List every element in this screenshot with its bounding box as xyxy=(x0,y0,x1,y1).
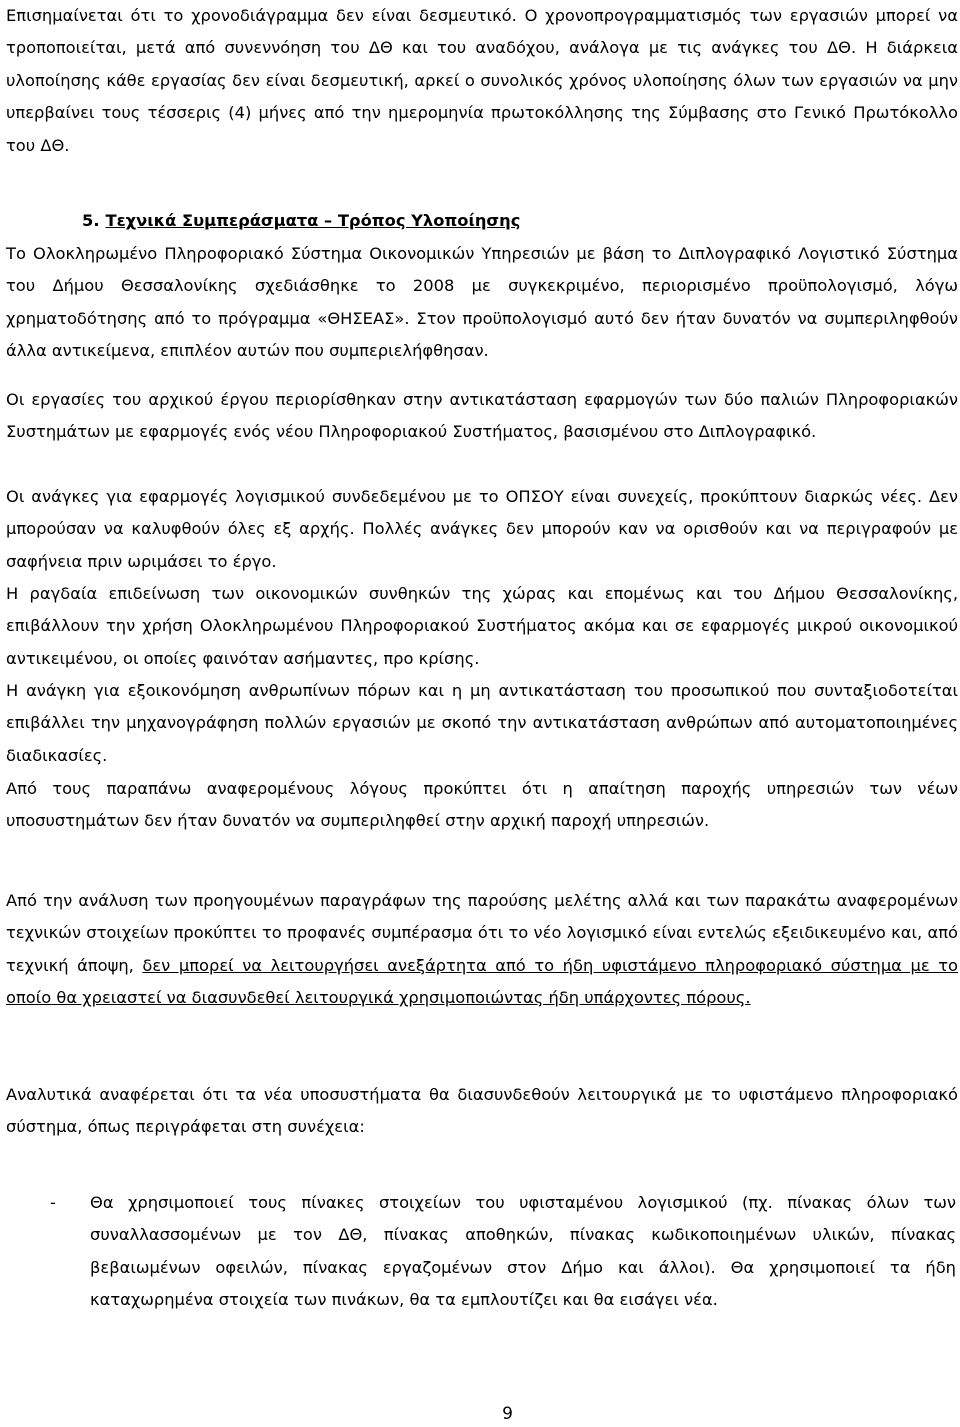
technical-conclusion-underlined: δεν μπορεί να λειτουργήσει ανεξάρτητα από το ήδη υφιστάμενο πληροφοριακό σύστημα με το οποίο θα χρειαστεί να διασυνδεθεί λειτουργικά χρησιμοποιώντας ήδη υπάρχοντες πόρους. xyxy=(6,955,958,1008)
paragraph-human-resources: Η ανάγκη για εξοικονόμηση ανθρωπίνων πόρων και η μη αντικατάσταση του προσωπικού που συνταξιοδοτείται επιβάλλει την μηχανογράφηση πολλών εργασιών με σκοπό την αντικατάσταση ανθρώπων από αυτοματοποιημένες διαδικασίες. xyxy=(6,681,958,765)
paragraph-software-needs: Οι ανάγκες για εφαρμογές λογισμικού συνδεδεμένου με το ΟΠΣΟΥ είναι συνεχείς, προκύπτουν διαρκώς νέες. Δεν μπορούσαν να καλυφθούν όλες εξ αρχής. Πολλές ανάγκες δεν μπορούν καν να ορισθούν και να περιγραφούν με σαφήνεια πριν ωριμάσει το έργο. xyxy=(6,487,958,571)
paragraph-system-design: Το Ολοκληρωμένο Πληροφοριακό Σύστημα Οικονομικών Υπηρεσιών με βάση το Διπλογραφικό Λογιστικό Σύστημα του Δήμου Θεσσαλονίκης σχεδιάσθηκε το 2008 με συγκεκριμένο, περιορισμένο προϋπολογισμό, λόγω χρηματοδότησης από το πρόγραμμα «ΘΗΣΕΑΣ». Στον προϋπολογισμό αυτό δεν ήταν δυνατόν να συμπεριληφθούν άλλα αντικείμενα, επιπλέον αυτών που συμπεριελήφθησαν. xyxy=(6,244,958,361)
paragraph-economic-conditions: Η ραγδαία επιδείνωση των οικονομικών συνθηκών της χώρας και επομένως και του Δήμου Θεσσαλονίκης, επιβάλλουν την χρήση Ολοκληρωμένου Πληροφοριακού Συστήματος ακόμα και σε εφαρμογές μικρού οικονομικού αντικειμένου, οι οποίες φαινόταν ασήμαντες, προ κρίσης. xyxy=(6,584,958,668)
paragraph-original-project: Οι εργασίες του αρχικού έργου περιορίσθηκαν στην αντικατάσταση εφαρμογών των δύο παλιών Πληροφοριακών Συστημάτων με εφαρμογές ενός νέου Πληροφοριακού Συστήματος, βασισμένου στο Διπλογραφικό. xyxy=(6,390,958,442)
bullet-item-tables: Θα χρησιμοποιεί τους πίνακες στοιχείων του υφισταμένου λογισμικού (πχ. πίνακας όλων των συναλλασσομένων με τον ΔΘ, πίνακας αποθηκών, πίνακας κωδικοποιημένων υλικών, πίνακας βεβαιωμένων οφειλών, πίνακας εργαζομένων στον Δήμο και άλλοι). Θα χρησιμοποιεί τα ήδη καταχωρημένα στοιχεία των πινάκων, θα τα εμπλουτίζει και θα εισάγει νέα. xyxy=(90,1193,956,1310)
paragraph-technical-conclusion xyxy=(6,885,958,1015)
paragraph-schedule-note: Επισημαίνεται ότι το χρονοδιάγραμμα δεν είναι δεσμευτικό. Ο χρονοπρογραμματισμός των εργασιών μπορεί να τροποποιείται, μετά από συνεννόηση του ΔΘ και του αναδόχου, ανάλογα με τις ανάγκες του ΔΘ. Η διάρκεια υλοποίησης κάθε εργασίας δεν είναι δεσμευτική, αρκεί ο συνολικός χρόνος υλοποίησης όλων των εργασιών να μην υπερβαίνει τους τέσσερις (4) μήνες από την ημερομηνία πρωτοκόλλησης της Σύμβασης στο Γενικό Πρωτόκολλο του ΔΘ. xyxy=(6,6,958,155)
section-number: 5. xyxy=(82,211,100,230)
paragraph-interconnection: Αναλυτικά αναφέρεται ότι τα νέα υποσυστήματα θα διασυνδεθούν λειτουργικά με το υφιστάμενο πληροφοριακό σύστημα, όπως περιγράφεται στη συνέχεια: xyxy=(6,1085,958,1137)
page-number: 9 xyxy=(502,1404,513,1424)
section-title: Τεχνικά Συμπεράσματα – Τρόπος Υλοποίησης xyxy=(105,211,521,230)
paragraph-conclusion-reasons: Από τους παραπάνω αναφερομένους λόγους προκύπτει ότι η απαίτηση παροχής υπηρεσιών των νέων υποσυστημάτων δεν ήταν δυνατόν να συμπεριληφθεί στην αρχική παροχή υπηρεσιών. xyxy=(6,779,958,831)
bullet-marker: - xyxy=(50,1193,56,1212)
technical-conclusion-text: Από την ανάλυση των προηγουμένων παραγράφων της παρούσης μελέτης αλλά και των παρακάτω αναφερομένων τεχνικών στοιχείων προκύπτει το προφανές συμπέρασμα ότι το νέο λογισμικό είναι εντελώς εξειδικευμένο και, από τεχνική άποψη, xyxy=(6,891,958,975)
section-heading xyxy=(82,205,520,237)
